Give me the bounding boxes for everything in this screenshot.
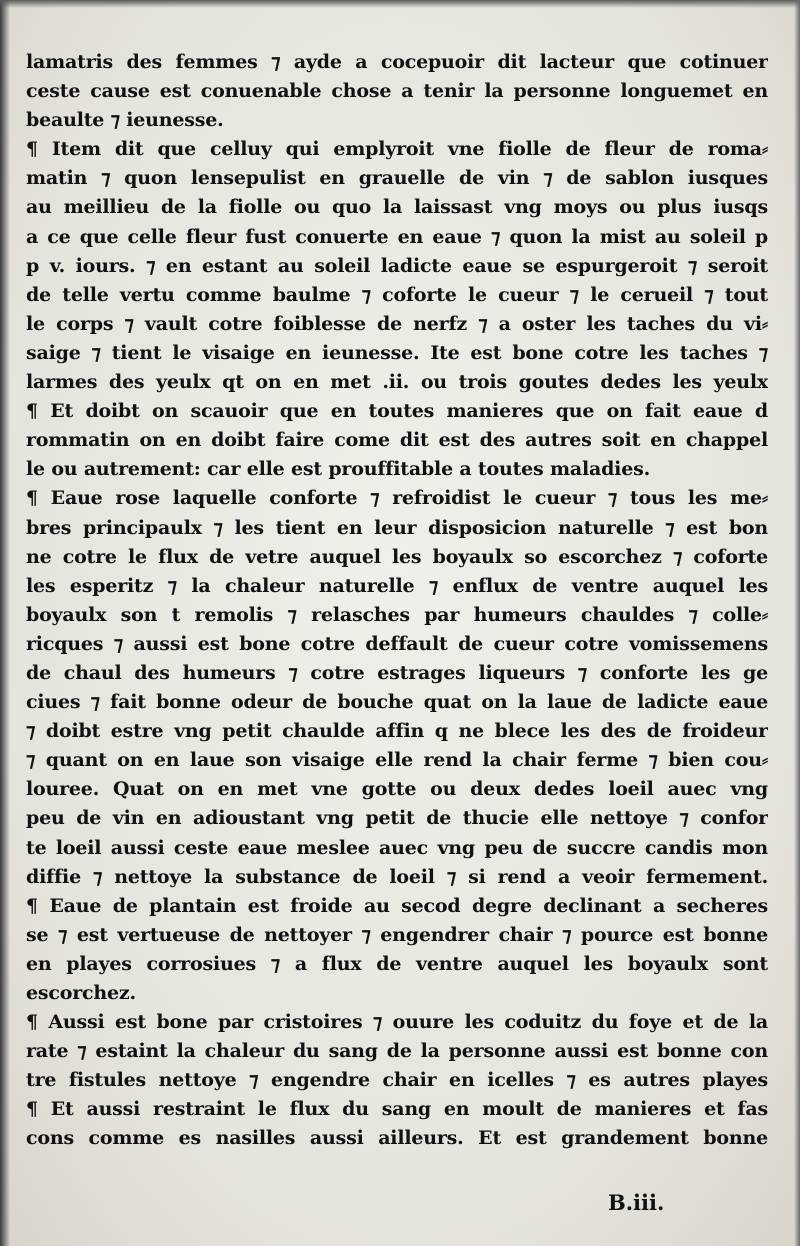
signature-mark: B.iii. [608,1190,665,1215]
text-line-38: cons comme es nasilles aussi ailleurs. Et est grandement bonne [26,1127,768,1150]
page-left-shadow [0,0,10,1246]
text-line-19: les esperitz ⁊ la chaleur naturelle ⁊ enflux de ventre auquel les [26,574,768,597]
text-line-37: ¶ Et aussi restraint le flux du sang en moult de manieres et fas [26,1098,768,1121]
text-line-36: tre fistules nettoye ⁊ engendre chair en icelles ⁊ es autres playes [26,1069,768,1092]
text-line-17: bres principaulx ⁊ les tient en leur disposicion naturelle ⁊ est bon [26,516,768,539]
text-line-29: diffie ⁊ nettoye la substance de loeil ⁊ si rend a veoir fermement. [26,865,768,888]
text-line-25: ⁊ quant on en laue son visaige elle rend la chair ferme ⁊ bien cou⸗ [26,749,768,772]
text-line-16: ¶ Eaue rose laquelle conforte ⁊ refroidist le cueur ⁊ tous les me⸗ [26,487,768,510]
text-line-18: ne cotre le flux de vetre auquel les boyaulx so escorchez ⁊ coforte [26,545,768,568]
text-block [26,48,768,1154]
text-line-22: de chaul des humeurs ⁊ cotre estrages liqueurs ⁊ conforte les ge [26,661,768,684]
text-line-23: ciues ⁊ fait bonne odeur de bouche quat on la laue de ladicte eaue [26,691,768,714]
text-line-5: matin ⁊ quon lensepulist en grauelle de vin ⁊ de sablon iusques [26,167,768,190]
text-line-10: le corps ⁊ vault cotre foiblesse de nerfz ⁊ a oster les taches du vi⸗ [26,312,768,335]
page-top-shadow [0,0,800,8]
text-line-30: ¶ Eaue de plantain est froide au secod degre declinant a secheres [26,894,768,917]
text-line-2: ceste cause est conuenable chose a tenir la personne longuemet en [26,80,768,103]
page-right-shadow [794,0,800,1246]
text-line-32: en playes corrosiues ⁊ a flux de ventre auquel les boyaulx sont [26,952,768,975]
text-line-7: a ce que celle fleur fust conuerte en eaue ⁊ quon la mist au soleil p [26,225,768,248]
text-line-33: escorchez. [26,982,136,1004]
text-line-8: p v. iours. ⁊ en estant au soleil ladicte eaue se espurgeroit ⁊ seroit [26,254,768,277]
text-line-14: rommatin on en doibt faire come dit est des autres soit en chappel [26,429,768,452]
text-line-3: beaulte ⁊ ieunesse. [26,109,224,132]
text-line-31: se ⁊ est vertueuse de nettoyer ⁊ engendrer chair ⁊ pource est bonne [26,923,768,946]
text-line-4: ¶ Item dit que celluy qui emplyroit vne fiolle de fleur de roma⸗ [26,138,768,161]
text-line-11: saige ⁊ tient le visaige en ieunesse. Ite est bone cotre les taches ⁊ [26,341,768,364]
text-line-13: ¶ Et doibt on scauoir que en toutes manieres que on fait eaue d [26,400,768,423]
text-line-12: larmes des yeulx qt on en met .ii. ou trois goutes dedes les yeulx [26,371,768,394]
text-line-20: boyaulx son t remolis ⁊ relasches par humeurs chauldes ⁊ colle⸗ [26,603,768,626]
text-line-35: rate ⁊ estaint la chaleur du sang de la personne aussi est bonne con [26,1040,768,1063]
text-line-21: ricques ⁊ aussi est bone cotre deffault de cueur cotre vomissemens [26,632,768,655]
text-line-15: le ou autrement: car elle est prouffitable a toutes maladies. [26,458,650,481]
text-line-9: de telle vertu comme baulme ⁊ coforte le cueur ⁊ le cerueil ⁊ tout [26,283,768,306]
text-line-27: peu de vin en adioustant vng petit de thucie elle nettoye ⁊ confor [26,807,768,830]
text-line-6: au meillieu de la fiolle ou quo la laissast vng moys ou plus iusqs [26,196,768,219]
text-line-1: lamatris des femmes ⁊ ayde a cocepuoir dit lacteur que cotinuer [26,51,768,73]
text-line-26: louree. Quat on en met vne gotte ou deux dedes loeil auec vng [26,778,768,801]
text-line-34: ¶ Aussi est bone par cristoires ⁊ ouure les coduitz du foye et de la [26,1011,768,1034]
text-line-24: ⁊ doibt estre vng petit chaulde affin q ne blece les des de froideur [26,720,768,743]
text-line-28: te loeil aussi ceste eaue meslee auec vng peu de succre candis mon [26,836,768,859]
